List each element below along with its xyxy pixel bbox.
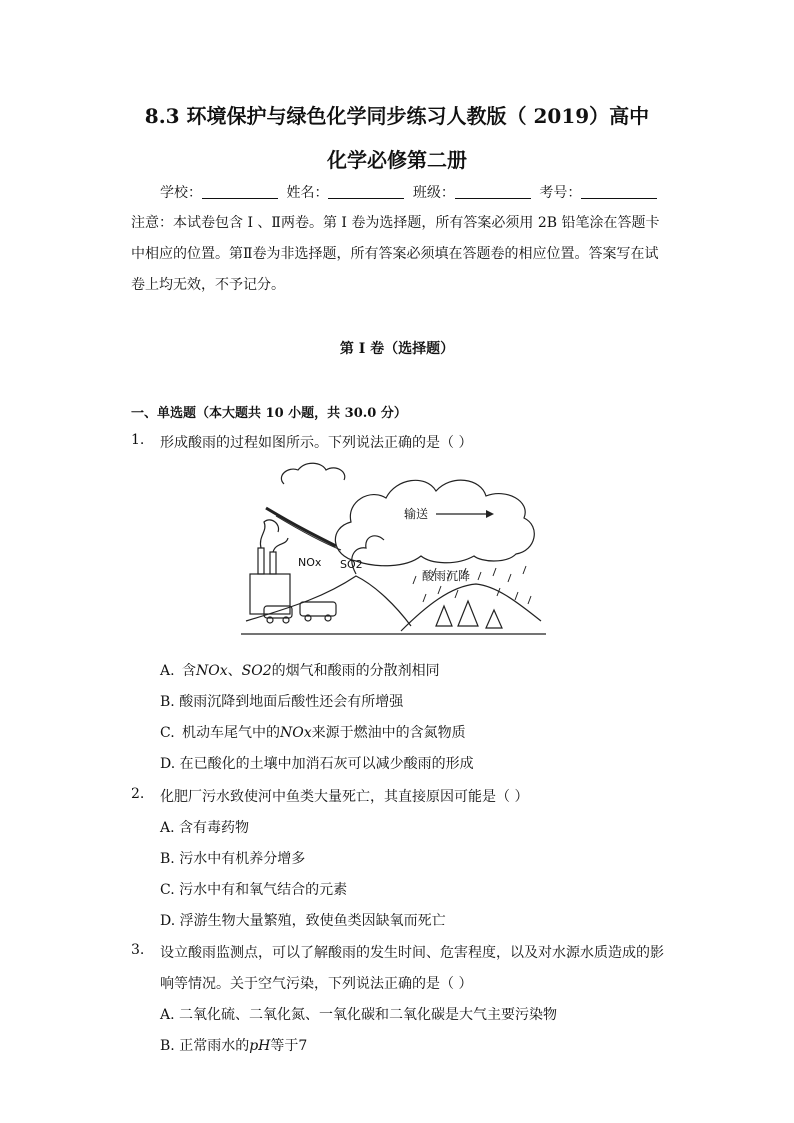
question-3-stem-line-2: 响等情况。关于空气污染，下列说法正确的是（ ） (160, 976, 473, 992)
student-info-line (160, 182, 661, 202)
question-3-number: 3. (131, 942, 145, 958)
cloud-shape (335, 480, 534, 566)
acid-rain-label: 酸雨沉降 (422, 569, 471, 583)
number-label: 考号： (539, 185, 582, 201)
nox-label: NOx (298, 556, 322, 569)
tree-1 (436, 606, 452, 626)
question-1-option-b: B. 酸雨沉降到地面后酸性还会有所增强 (160, 694, 404, 710)
number-blank (581, 184, 657, 199)
question-2-option-b: B. 污水中有机养分增多 (160, 851, 306, 867)
question-2-number: 2. (131, 786, 145, 802)
question-1-option-a: A. 含NOx、SO2的烟气和酸雨的分散剂相同 (160, 663, 440, 679)
question-2-option-c: C. 污水中有和氧气结合的元素 (160, 882, 348, 898)
school-label: 学校： (160, 185, 202, 201)
acid-rain-diagram (236, 456, 558, 652)
name-label: 姓名： (286, 185, 329, 201)
class-blank (455, 184, 531, 199)
question-3-stem-line-1: 设立酸雨监测点，可以了解酸雨的发生时间、危害程度，以及对水源水质造成的影 (160, 945, 664, 961)
factory-building (250, 574, 290, 614)
question-3-option-a: A. 二氧化硫、二氧化氮、一氧化碳和二氧化碳是大气主要污染物 (160, 1007, 558, 1023)
tree-3 (486, 610, 502, 628)
part-heading: 一、单选题（本大题共 10 小题，共 30.0 分） (131, 406, 407, 421)
question-2-stem: 化肥厂污水致使河中鱼类大量死亡，其直接原因可能是（ ） (160, 789, 529, 805)
transport-arrowhead (486, 510, 494, 518)
question-1-stem: 形成酸雨的过程如图所示。下列说法正确的是（ ） (160, 435, 473, 451)
class-label: 班级： (412, 185, 455, 201)
page-title-line-1: 8.3 环境保护与绿色化学同步练习人教版（ 2019）高中 (144, 104, 650, 128)
bus (300, 602, 336, 616)
chimney-1 (258, 548, 264, 574)
school-blank (202, 184, 278, 199)
chimney-2 (270, 552, 276, 574)
question-2-option-a: A. 含有毒药物 (160, 820, 250, 836)
notice-line-1: 注意：本试卷包含 Ⅰ 、Ⅱ两卷。第 Ⅰ 卷为选择题，所有答案必须用 2B 铅笔涂在答题卡 (131, 215, 660, 231)
page-title-line-2: 化学必修第二册 (327, 148, 467, 172)
question-1-option-c: C. 机动车尾气中的NOx来源于燃油中的含氮物质 (160, 725, 466, 741)
transport-label: 输送 (404, 507, 429, 521)
question-1-number: 1. (131, 432, 145, 448)
wind-arrow (266, 508, 336, 546)
question-2-option-d: D. 浮游生物大量繁殖，致使鱼类因缺氧而死亡 (160, 913, 446, 929)
name-blank (328, 184, 404, 199)
section-title: 第 I 卷（选择题） (339, 341, 455, 357)
notice-line-2: 中相应的位置。第Ⅱ卷为非选择题，所有答案必须填在答题卷的相应位置。答案写在试 (131, 246, 659, 262)
question-1-option-d: D. 在已酸化的土壤中加消石灰可以减少酸雨的形成 (160, 756, 474, 772)
notice-line-3: 卷上均无效，不予记分。 (131, 277, 285, 293)
small-cloud-shape (281, 463, 344, 484)
question-3-option-b: B. 正常雨水的pH等于7 (160, 1038, 308, 1054)
smoke-1 (260, 520, 278, 548)
so2-label: SO2 (340, 558, 363, 571)
tree-2 (458, 601, 478, 626)
